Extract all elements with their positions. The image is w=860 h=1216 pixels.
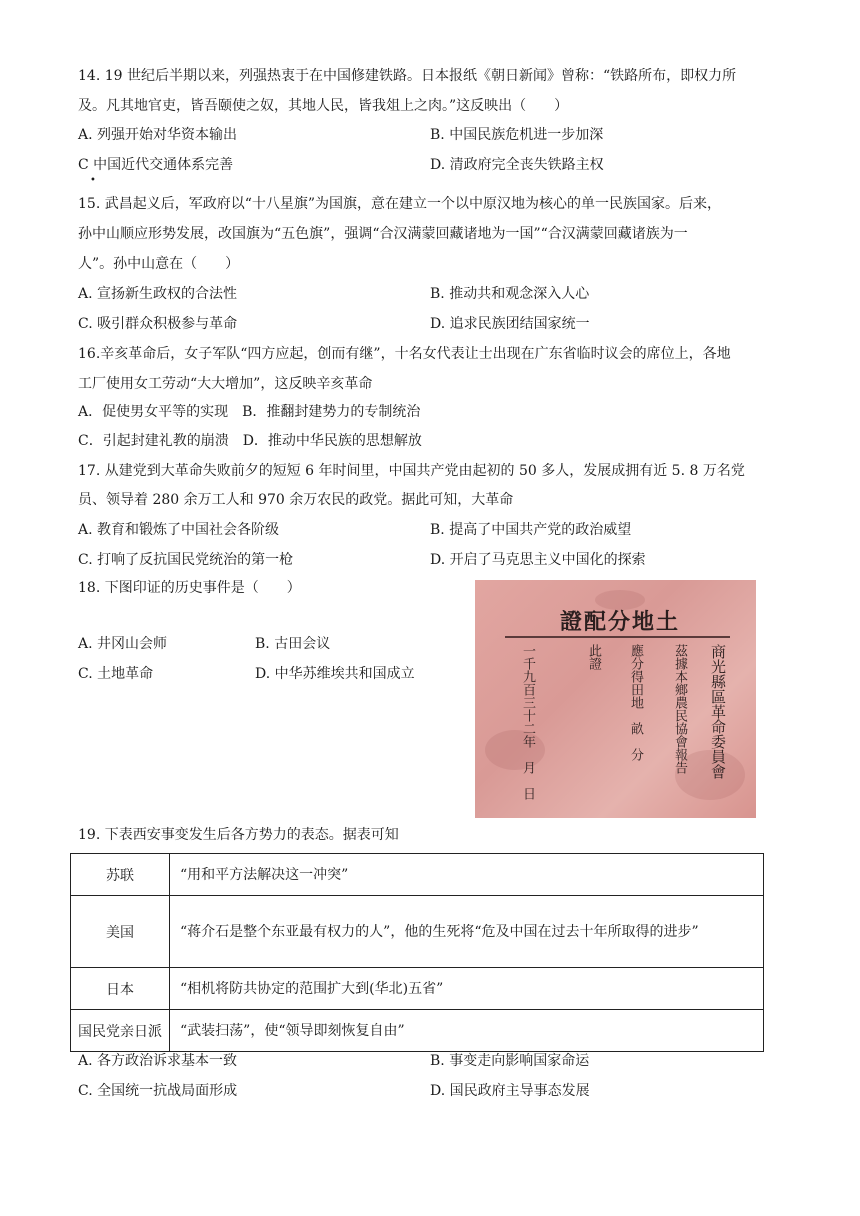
emphasis-dot: • xyxy=(90,175,96,186)
q14-option-b: B. 中国民族危机进一步加深 xyxy=(430,127,604,143)
q15-stem-line1: 15. 武昌起义后，军政府以“十八星旗”为国旗，意在建立一个以中原汉地为核心的单一民族国家。后来， xyxy=(78,196,722,212)
q15-option-a: A. 宣扬新生政权的合法性 xyxy=(78,286,238,302)
q14-option-a: A. 列强开始对华资本输出 xyxy=(78,127,238,143)
q19-option-b: B. 事变走向影响国家命运 xyxy=(430,1053,590,1069)
q16-stem-line1: 16.辛亥革命后，女子军队“四方应起，创而有继”，十名女代表让士出现在广东省临时议会的席位上，各地 xyxy=(78,346,731,362)
q17-stem-line1: 17. 从建党到大革命失败前夕的短短 6 年时间里，中国共产党由起初的 50 多人，发展成拥有近 5. 8 万名党 xyxy=(78,463,745,479)
statement-cell: “用和平方法解决这一冲突” xyxy=(170,854,764,896)
q18-option-d: D. 中华苏维埃共和国成立 xyxy=(255,666,415,682)
q19-option-c: C. 全国统一抗战局面形成 xyxy=(78,1083,238,1099)
party-cell: 美国 xyxy=(71,896,170,968)
q15-option-b: B. 推动共和观念深入人心 xyxy=(430,286,590,302)
q17-option-d: D. 开启了马克思主义中国化的探索 xyxy=(430,552,646,568)
q15-stem-line2: 孙中山顺应形势发展，改国旗为“五色旗”，强调“合汉满蒙回藏诸地为一国”“合汉满蒙回藏诸族为一 xyxy=(78,226,688,242)
statement-cell: “蒋介石是整个东亚最有权力的人”，他的生死将“危及中国在过去十年所取得的进步” xyxy=(170,896,764,968)
certificate-title: 證配分地土 xyxy=(559,608,680,635)
q17-stem-line2: 员、领导着 280 余万工人和 970 余万农民的政党。据此可知，大革命 xyxy=(78,492,514,508)
q15-option-c: C. 吸引群众积极参与革命 xyxy=(78,316,238,332)
party-cell: 国民党亲日派 xyxy=(71,1010,170,1052)
statement-cell: “武装扫荡”，使“领导即刻恢复自由” xyxy=(170,1010,764,1052)
q17-option-c: C. 打响了反抗国民党统治的第一枪 xyxy=(78,552,294,568)
q19-option-d: D. 国民政府主导事态发展 xyxy=(430,1083,590,1099)
q14-option-c: C 中国近代交通体系完善 xyxy=(78,157,234,173)
q16-options-ab: A．促使男女平等的实现 B．推翻封建势力的专制统治 xyxy=(78,404,421,420)
q15-option-d: D. 追求民族团结国家统一 xyxy=(430,316,590,332)
q19-stem: 19. 下表西安事变发生后各方势力的表态。据表可知 xyxy=(78,827,399,843)
q18-option-b: B. 古田会议 xyxy=(255,636,331,652)
q16-options-cd: C．引起封建礼教的崩溃 D．推动中华民族的思想解放 xyxy=(78,433,422,449)
certificate-col-2: 茲據本鄉農民協會報告 xyxy=(672,644,687,774)
q17-option-b: B. 提高了中国共产党的政治威望 xyxy=(430,522,632,538)
certificate-rule xyxy=(505,636,730,638)
certificate-col-4: 此證 xyxy=(586,644,601,670)
land-certificate-photo xyxy=(475,580,756,818)
q19-option-a: A. 各方政治诉求基本一致 xyxy=(78,1053,238,1069)
q15-stem-line3: 人”。孙中山意在（ ） xyxy=(78,256,240,272)
q18-stem: 18. 下图印证的历史事件是（ ） xyxy=(78,580,301,596)
certificate-col-1: 商光縣區革命委員會 xyxy=(709,644,727,779)
table-row xyxy=(71,968,764,1010)
party-cell: 苏联 xyxy=(71,854,170,896)
certificate-col-5: 一千九百三十二年 月 日 xyxy=(520,644,535,800)
q16-stem-line2: 工厂使用女工劳动“大大增加”，这反映辛亥革命 xyxy=(78,376,373,392)
party-cell: 日本 xyxy=(71,968,170,1010)
table-row xyxy=(71,854,764,896)
q18-option-a: A. 井冈山会师 xyxy=(78,636,168,652)
table-row xyxy=(71,896,764,968)
q14-stem-line2: 及。凡其地官吏，皆吾颐使之奴，其地人民，皆我俎上之肉。”这反映出（ ） xyxy=(78,98,569,114)
q14-option-d: D. 清政府完全丧失铁路主权 xyxy=(430,157,604,173)
q18-option-c: C. 土地革命 xyxy=(78,666,154,682)
xian-incident-table xyxy=(70,853,764,1052)
q14-stem-line1: 14. 19 世纪后半期以来，列强热衷于在中国修建铁路。日本报纸《朝日新闻》曾称：“铁路所布，即权力所 xyxy=(78,68,737,84)
table-row xyxy=(71,1010,764,1052)
certificate-col-3: 應分得田地 畝 分 xyxy=(628,644,643,761)
statement-cell: “相机将防共协定的范围扩大到(华北)五省” xyxy=(170,968,764,1010)
q17-option-a: A. 教育和锻炼了中国社会各阶级 xyxy=(78,522,280,538)
